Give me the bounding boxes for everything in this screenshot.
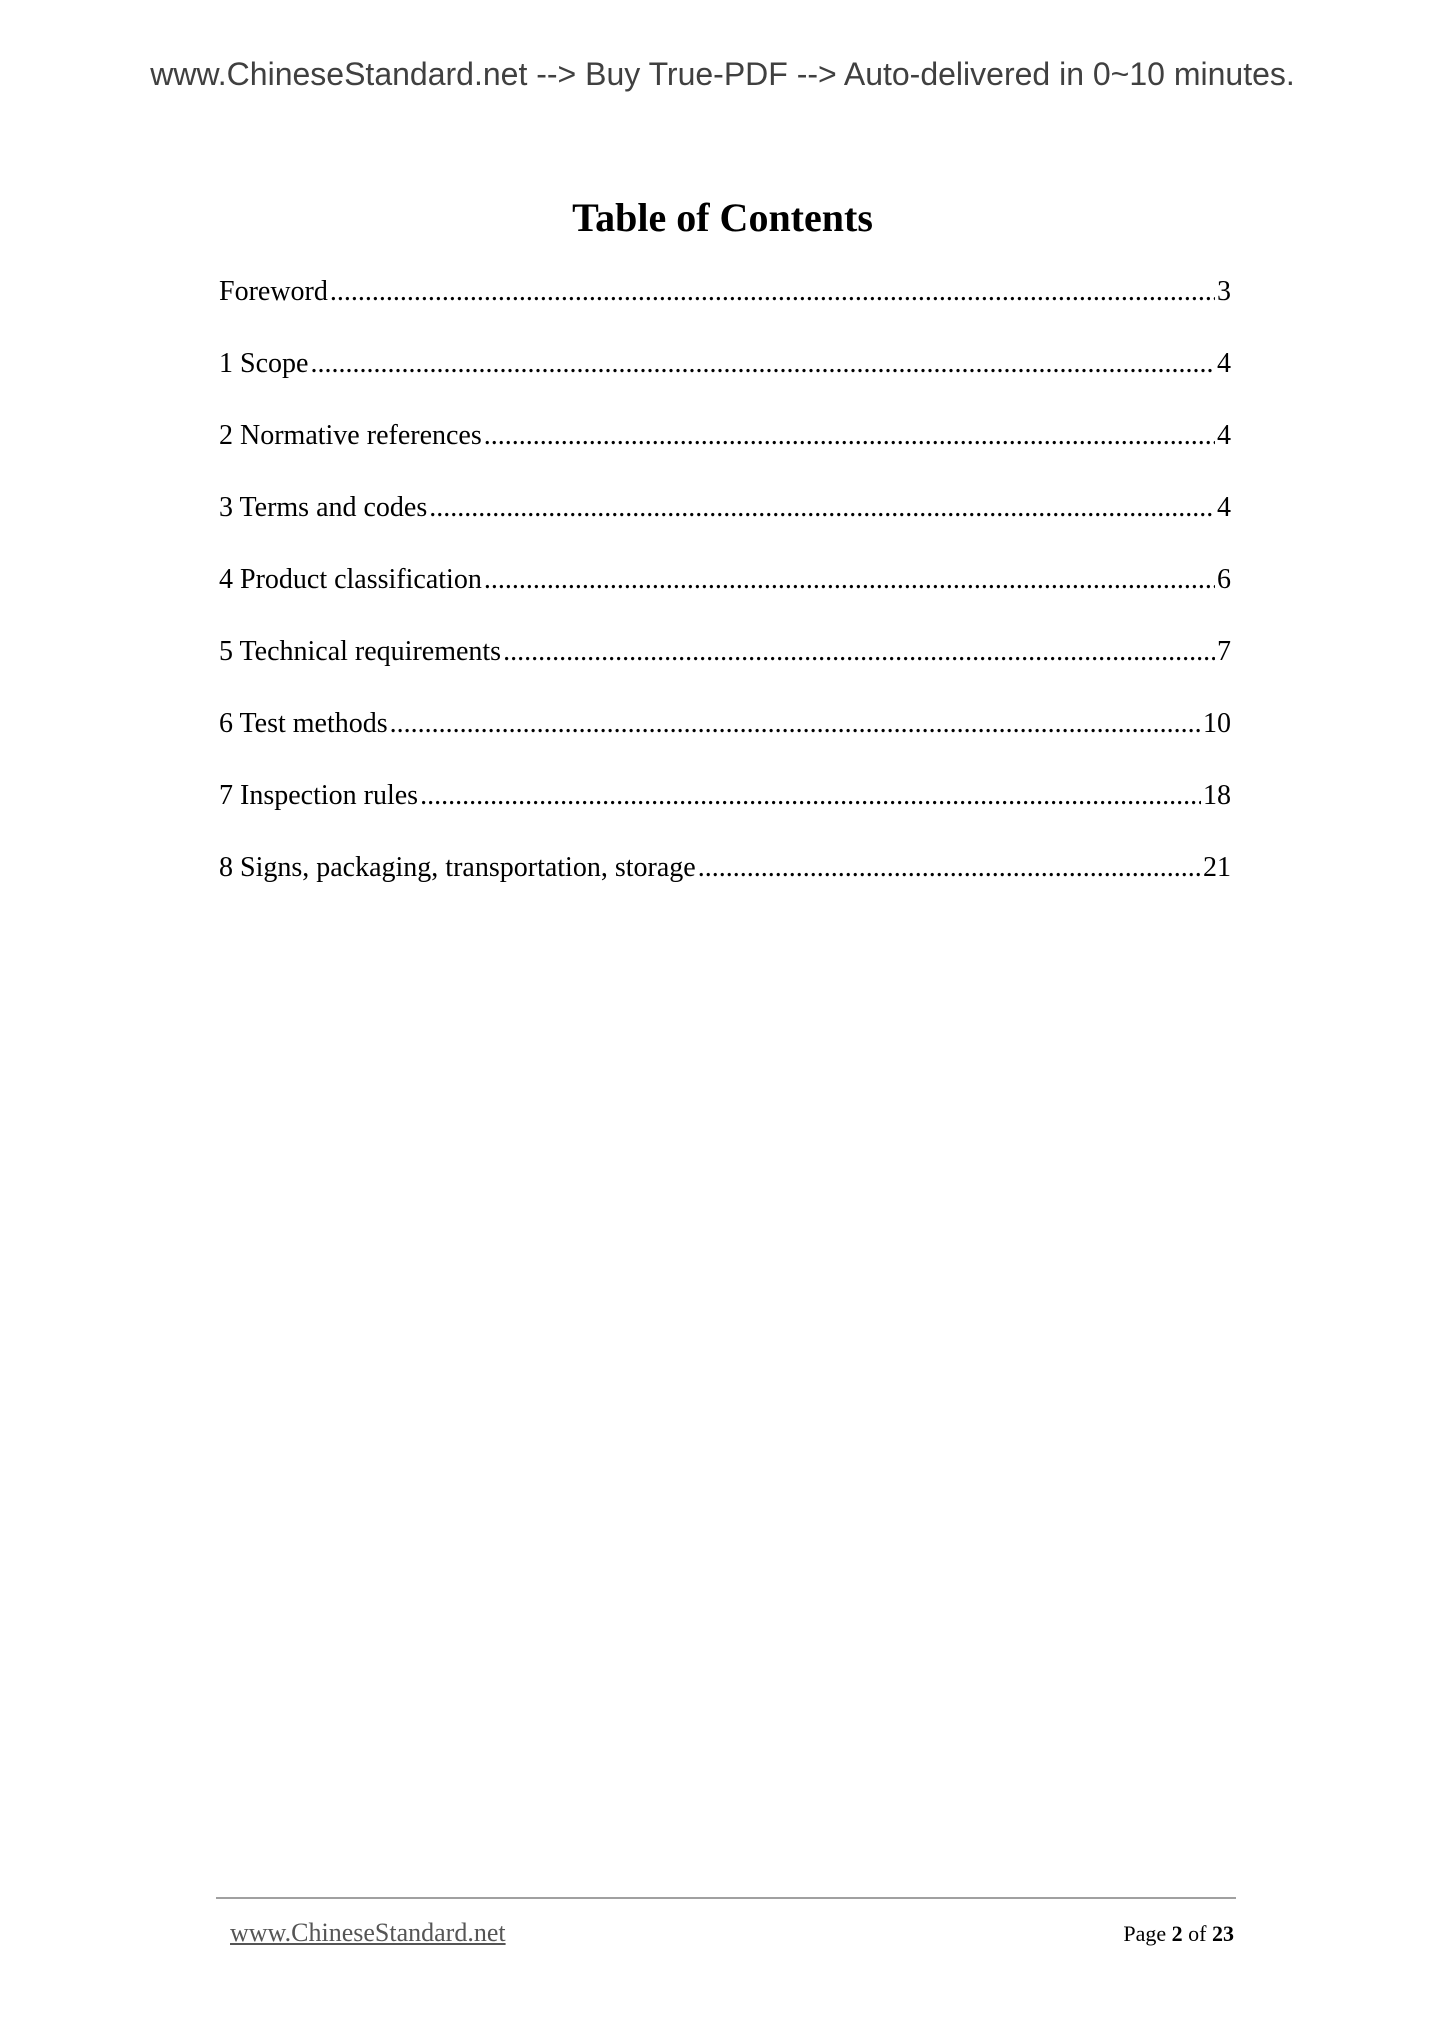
toc-dot-leader xyxy=(310,348,1215,380)
toc-entry-page: 18 xyxy=(1203,780,1231,811)
toc-entry-page: 4 xyxy=(1217,420,1231,451)
toc-entry-label: 8 Signs, packaging, transportation, storage xyxy=(219,852,696,883)
toc-entry-page: 4 xyxy=(1217,492,1231,523)
toc-dot-leader xyxy=(484,564,1215,596)
toc-entry-page: 3 xyxy=(1217,276,1231,307)
toc-entry-label: 6 Test methods xyxy=(219,708,388,739)
toc-entry-technical-requirements[interactable] xyxy=(219,636,1231,708)
toc-entry-label: 7 Inspection rules xyxy=(219,780,419,811)
toc-entry-normative-references[interactable] xyxy=(219,420,1231,492)
toc-entry-inspection-rules[interactable] xyxy=(219,780,1231,852)
toc-entry-page: 7 xyxy=(1217,636,1231,667)
page-of: of xyxy=(1188,1921,1207,1946)
header-banner: www.ChineseStandard.net --> Buy True-PDF --> Auto-delivered in 0~10 minutes. xyxy=(150,56,1295,92)
toc-entry-page: 6 xyxy=(1217,564,1231,595)
toc-entry-label: Foreword xyxy=(219,276,328,307)
toc-dot-leader xyxy=(429,492,1215,524)
toc-entry-label: 1 Scope xyxy=(219,348,309,379)
toc-dot-leader xyxy=(390,708,1201,740)
toc-list xyxy=(219,276,1231,924)
total-pages: 23 xyxy=(1212,1921,1234,1946)
toc-entry-label: 5 Technical requirements xyxy=(219,636,502,667)
footer-page-number xyxy=(1123,1921,1234,1947)
footer-site-link[interactable]: www.ChineseStandard.net xyxy=(230,1918,506,1947)
toc-dot-leader xyxy=(503,636,1215,668)
footer-divider xyxy=(216,1897,1236,1899)
toc-dot-leader xyxy=(420,780,1201,812)
toc-dot-leader xyxy=(484,420,1215,452)
page-prefix: Page xyxy=(1123,1921,1167,1946)
toc-entry-label: 4 Product classification xyxy=(219,564,482,595)
current-page: 2 xyxy=(1171,1921,1183,1946)
toc-entry-foreword[interactable] xyxy=(219,276,1231,348)
toc-dot-leader xyxy=(330,276,1215,308)
toc-entry-page: 10 xyxy=(1203,708,1231,739)
toc-entry-page: 21 xyxy=(1203,852,1231,883)
toc-entry-page: 4 xyxy=(1217,348,1231,379)
toc-entry-scope[interactable] xyxy=(219,348,1231,420)
toc-entry-signs-packaging[interactable] xyxy=(219,852,1231,924)
page-title: Table of Contents xyxy=(572,195,873,240)
toc-entry-product-classification[interactable] xyxy=(219,564,1231,636)
toc-entry-test-methods[interactable] xyxy=(219,708,1231,780)
toc-entry-terms-and-codes[interactable] xyxy=(219,492,1231,564)
toc-dot-leader xyxy=(698,852,1201,884)
toc-entry-label: 2 Normative references xyxy=(219,420,482,451)
toc-entry-label: 3 Terms and codes xyxy=(219,492,428,523)
